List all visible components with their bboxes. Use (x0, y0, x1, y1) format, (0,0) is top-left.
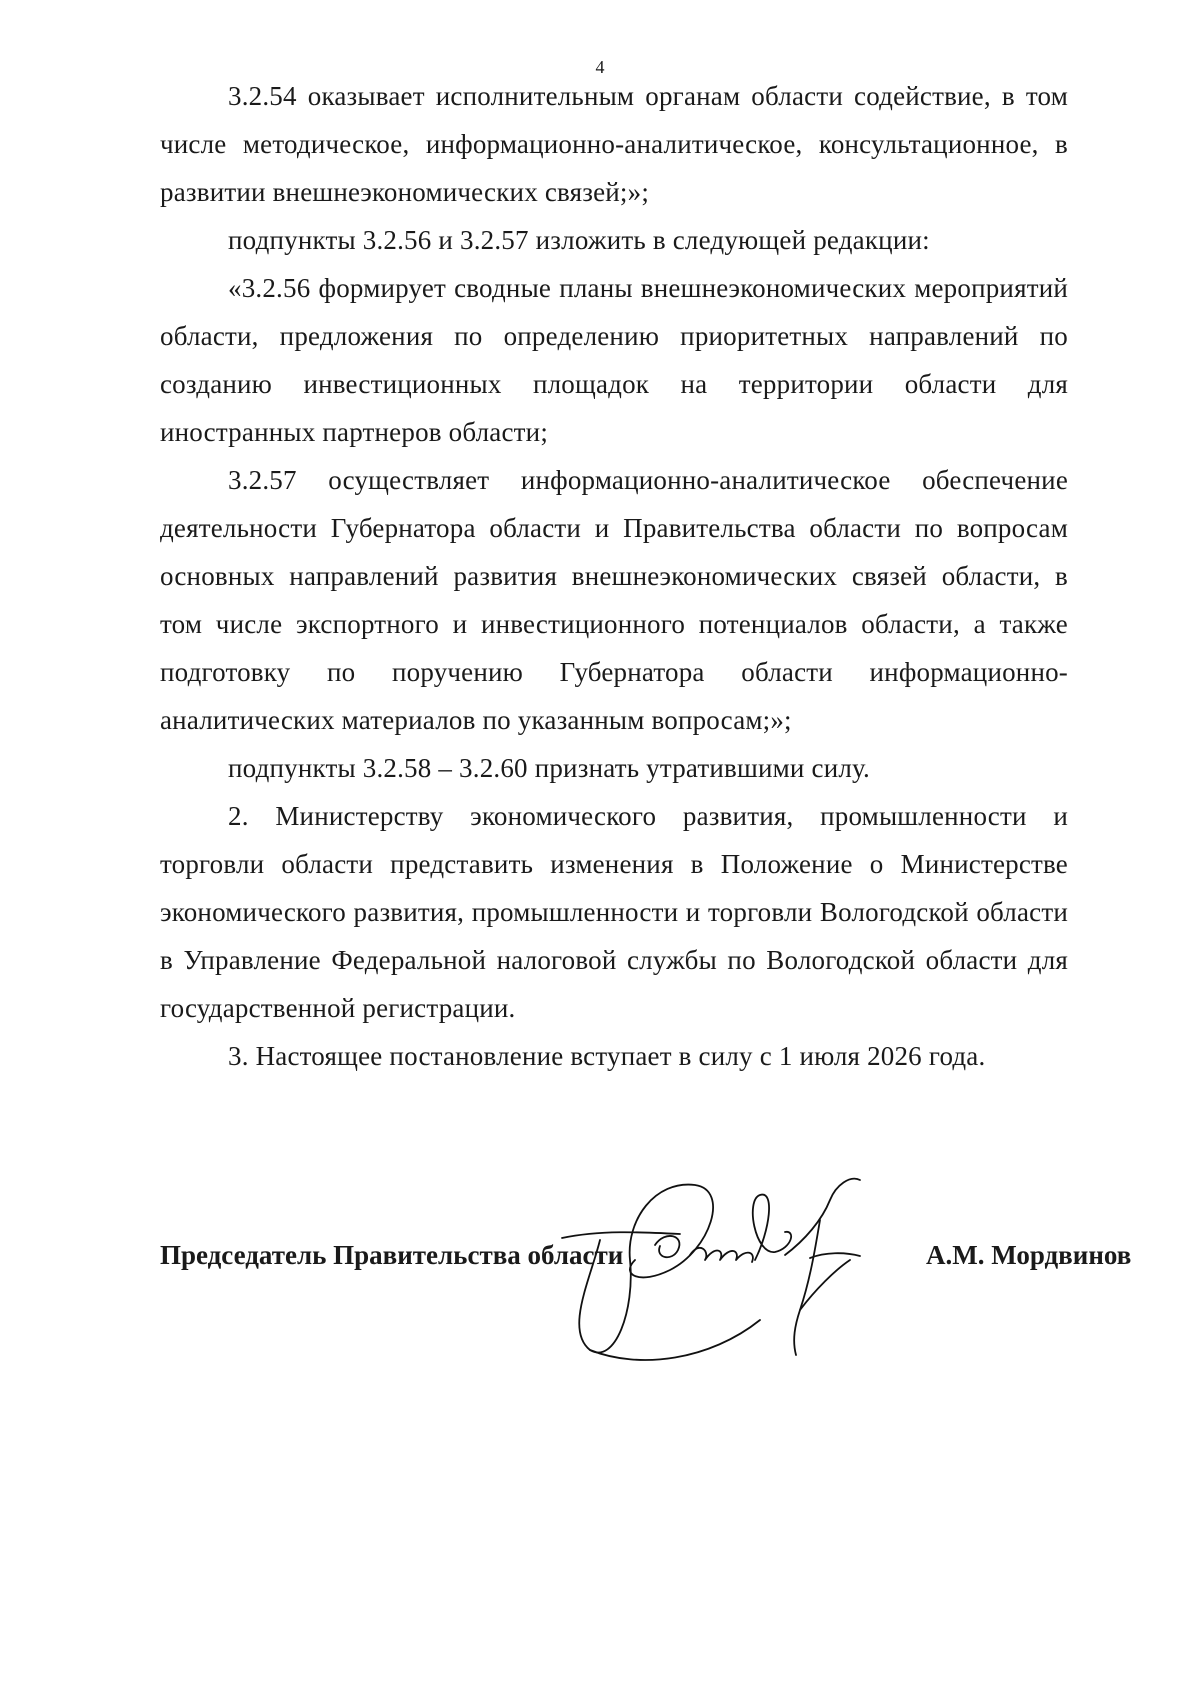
signatory-position: Председатель Правительства области (160, 1240, 624, 1270)
paragraph-3-2-54: 3.2.54 оказывает исполнительным органам области содействие, в том числе методическое, информационно-аналитическое, консультационное, в развитии внешнеэкономических связей;»; (160, 81, 1068, 207)
signature-block (160, 1235, 1140, 1295)
paragraph-3-2-56: «3.2.56 формирует сводные планы внешнеэкономических мероприятий области, предложения по определению приоритетных направлений по созданию инвестиционных площадок на территории области для иностранных партнеров области; (160, 273, 1068, 447)
paragraph-item-2: 2. Министерству экономического развития, промышленности и торговли области представить изменения в Положение о Министерстве экономического развития, промышленности и торговли Вологодской области в Управление Федеральной налоговой службы по Вологодской области для государственной регистрации. (160, 801, 1068, 1023)
document-body (160, 72, 1068, 1080)
paragraph-amend-3-2-56-57: подпункты 3.2.56 и 3.2.57 изложить в следующей редакции: (228, 225, 930, 255)
page-number: 4 (595, 57, 605, 77)
paragraph-repeal-3-2-58-60: подпункты 3.2.58 – 3.2.60 признать утратившими силу. (228, 753, 870, 783)
signatory-name: А.М. Мордвинов (926, 1240, 1132, 1270)
paragraph-item-3: 3. Настоящее постановление вступает в силу с 1 июля 2026 года. (228, 1041, 986, 1071)
paragraph-3-2-57: 3.2.57 осуществляет информационно-аналитическое обеспечение деятельности Губернатора области и Правительства области по вопросам основных направлений развития внешнеэкономических связей области, в том числе экспортного и инвестиционного потенциалов области, а также подготовку по поручению Губернатора области информационно-аналитических материалов по указанным вопросам;»; (160, 465, 1068, 735)
